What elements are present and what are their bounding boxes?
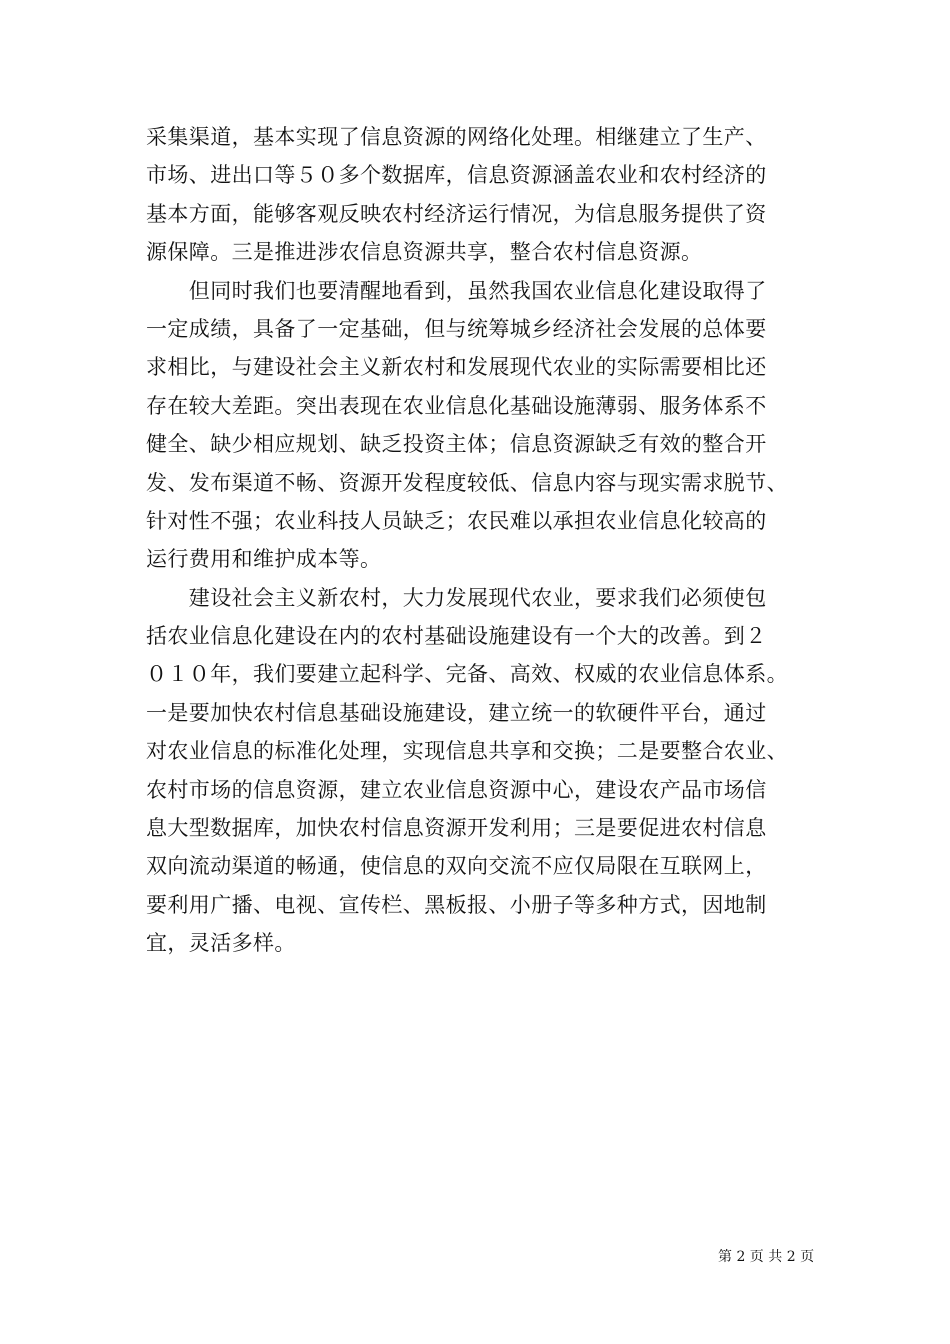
text-line: 一是要加快农村信息基础设施建设，建立统一的软硬件平台，通过 [146,700,767,725]
text-line: 对农业信息的标准化处理，实现信息共享和交换；二是要整合农业、 [146,739,788,764]
text-line: 市场、进出口等５０多个数据库，信息资源涵盖农业和农村经济的 [146,163,767,188]
text-line: 括农业信息化建设在内的农村基础设施建设有一个大的改善。到２ [146,624,767,649]
text-line: 健全、缺少相应规划、缺乏投资主体；信息资源缺乏有效的整合开 [146,432,767,457]
document-body [146,118,826,963]
text-line: 农村市场的信息资源，建立农业信息资源中心，建设农产品市场信 [146,777,767,802]
text-line: 针对性不强；农业科技人员缺乏；农民难以承担农业信息化较高的 [146,508,767,533]
text-line: 一定成绩，具备了一定基础，但与统筹城乡经济社会发展的总体要 [146,316,767,341]
text-line: 建设社会主义新农村，大力发展现代农业，要求我们必须使包 [146,585,767,610]
text-line: 求相比，与建设社会主义新农村和发展现代农业的实际需要相比还 [146,355,767,380]
text-line: 发、发布渠道不畅、资源开发程度较低、信息内容与现实需求脱节、 [146,470,788,495]
text-line: ０１０年，我们要建立起科学、完备、高效、权威的农业信息体系。 [146,662,788,687]
text-line: 基本方面，能够客观反映农村经济运行情况，为信息服务提供了资 [146,201,767,226]
text-line: 但同时我们也要清醒地看到，虽然我国农业信息化建设取得了 [146,278,767,303]
text-line: 存在较大差距。突出表现在农业信息化基础设施薄弱、服务体系不 [146,393,767,418]
text-line: 源保障。三是推进涉农信息资源共享，整合农村信息资源。 [146,240,703,265]
text-line: 采集渠道，基本实现了信息资源的网络化处理。相继建立了生产、 [146,125,767,149]
text-line: 要利用广播、电视、宣传栏、黑板报、小册子等多种方式，因地制 [146,892,767,917]
text-line: 宜，灵活多样。 [146,931,296,956]
text-line: 双向流动渠道的畅通，使信息的双向交流不应仅局限在互联网上， [146,854,767,879]
text-line: 运行费用和维护成本等。 [146,547,382,572]
text-line: 息大型数据库，加快农村信息资源开发利用；三是要促进农村信息 [146,816,767,841]
page-number-footer: 第 2 页 共 2 页 [718,1249,815,1265]
